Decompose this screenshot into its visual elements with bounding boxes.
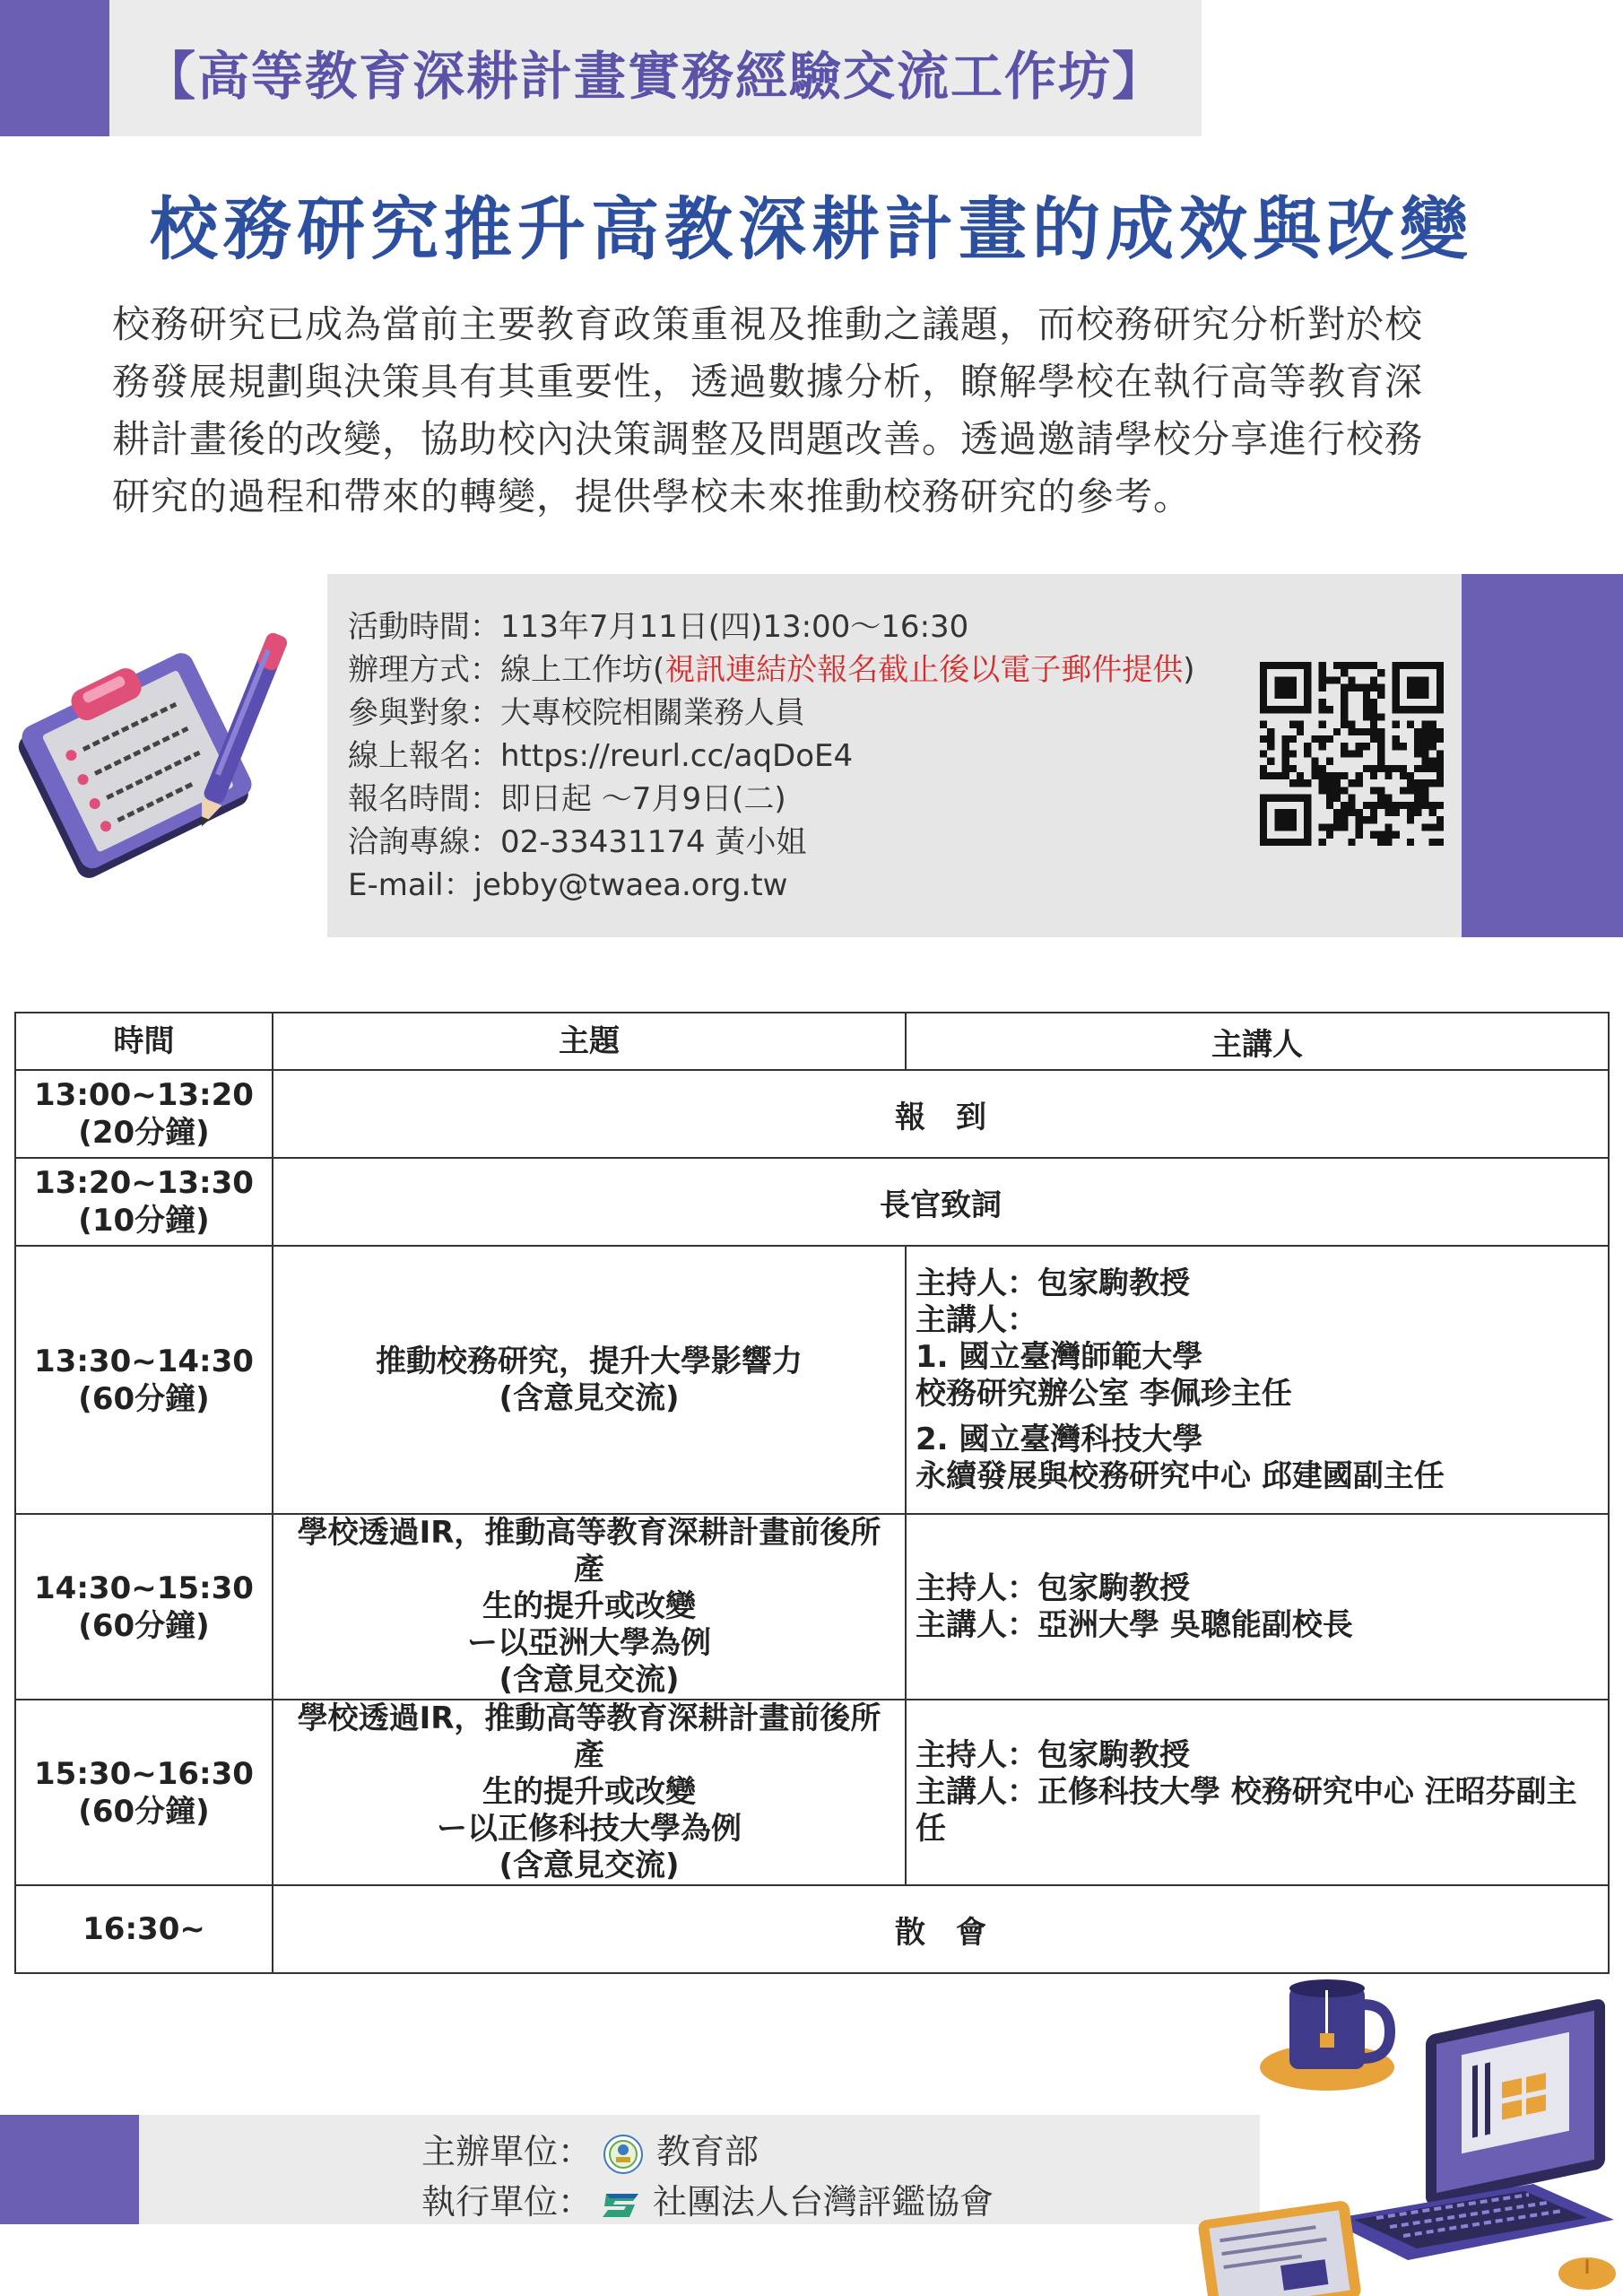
topic-line: 生的提升或改變 <box>482 1774 696 1810</box>
event-method-suffix: ) <box>1183 652 1195 688</box>
banner-accent-block <box>0 0 109 136</box>
event-method-prefix: 辦理方式：線上工作坊( <box>348 652 665 688</box>
topic-line: (含意見交流) <box>499 1848 680 1883</box>
event-method <box>348 648 1195 691</box>
time-duration: (60分鐘) <box>78 1607 210 1644</box>
event-registration-link[interactable]: 線上報名：https://reurl.cc/aqDoE4 <box>348 738 854 774</box>
event-hotline: 洽詢專線：02-33431174 黃小姐 <box>348 824 807 860</box>
topic-line: 學校透過IR，推動高等教育深耕計畫前後所產 <box>297 1515 881 1587</box>
topic-line: (含意見交流) <box>499 1662 680 1698</box>
topic-line: 推動校務研究，提升大學影響力 <box>376 1343 803 1379</box>
organizer-label: 主辦單位： <box>421 2132 593 2171</box>
event-time: 活動時間：113年7月11日(四)13:00～16:30 <box>348 609 969 645</box>
time-cell <box>15 1700 273 1885</box>
time-range: 16:30~ <box>82 1911 205 1947</box>
intro-paragraph <box>112 296 1511 526</box>
speaker-line: 校務研究辦公室 李佩珍主任 <box>916 1375 1292 1412</box>
header-speaker: 主講人 <box>906 1013 1609 1070</box>
topic-line: (含意見交流) <box>499 1379 680 1416</box>
merged-cell: 散 會 <box>273 1885 1609 1973</box>
organizer-line <box>421 2124 759 2175</box>
topic-line: ー以亞洲大學為例 <box>467 1625 711 1661</box>
intro-line: 校務研究已成為當前主要教育政策重視及推動之議題，而校務研究分析對於校 <box>112 302 1424 346</box>
header-topic: 主題 <box>273 1013 906 1070</box>
time-range: 14:30~15:30 <box>34 1570 254 1606</box>
event-audience: 參與對象：大專校院相關業務人員 <box>348 695 805 731</box>
executor-label: 執行單位： <box>421 2182 593 2222</box>
intro-line: 耕計畫後的改變，協助校內決策調整及問題改善。透過邀請學校分享進行校務 <box>112 417 1424 461</box>
schedule-table <box>14 1012 1610 1974</box>
time-duration: (60分鐘) <box>78 1793 210 1830</box>
topic-line: 學校透過IR，推動高等教育深耕計畫前後所產 <box>297 1700 881 1773</box>
speaker-line: 主持人：包家駒教授 <box>916 1265 1190 1301</box>
info-accent-block <box>1462 574 1623 937</box>
merged-cell: 報 到 <box>273 1070 1609 1158</box>
twaea-logo-icon <box>599 2187 644 2222</box>
speaker-line: 主講人：亞洲大學 吳聰能副校長 <box>916 1606 1353 1643</box>
executor-name: 社團法人台灣評鑑協會 <box>653 2182 994 2222</box>
topic-cell <box>273 1246 906 1514</box>
intro-line: 務發展規劃與決策具有其重要性，透過數據分析，瞭解學校在執行高等教育深 <box>112 360 1424 404</box>
speaker-line: 1. 國立臺灣師範大學 <box>916 1338 1203 1375</box>
speaker-cell <box>906 1700 1609 1885</box>
table-row <box>15 1158 1609 1246</box>
workshop-series-title: 【高等教育深耕計畫實務經驗交流工作坊】 <box>143 46 1167 107</box>
time-cell <box>15 1158 273 1246</box>
event-email[interactable]: E-mail：jebby@twaea.org.tw <box>348 867 788 903</box>
topic-cell <box>273 1514 906 1700</box>
time-range: 13:00~13:20 <box>34 1077 254 1113</box>
time-cell <box>15 1070 273 1158</box>
organizer-name: 教育部 <box>656 2132 759 2171</box>
time-duration: (10分鐘) <box>78 1203 210 1239</box>
time-range: 15:30~16:30 <box>34 1755 254 1792</box>
intro-line: 研究的過程和帶來的轉變，提供學校未來推動校務研究的參考。 <box>112 474 1193 518</box>
table-row <box>15 1246 1609 1514</box>
event-registration-period: 報名時間：即日起 ～7月9日(二) <box>348 781 786 817</box>
event-method-note: 視訊連結於報名截止後以電子郵件提供 <box>664 652 1184 688</box>
laptop-coffee-illustration <box>1193 1951 1623 2296</box>
table-row <box>15 1700 1609 1885</box>
time-duration: (60分鐘) <box>78 1380 210 1417</box>
schedule-header-row <box>15 1013 1609 1070</box>
time-cell <box>15 1885 273 1973</box>
speaker-line: 永續發展與校務研究中心 邱建國副主任 <box>916 1457 1445 1494</box>
event-info-list <box>348 605 1195 907</box>
time-duration: (20分鐘) <box>78 1115 210 1151</box>
speaker-cell <box>906 1246 1609 1514</box>
executor-line <box>421 2174 994 2223</box>
page-title: 校務研究推升高教深耕計畫的成效與改變 <box>150 189 1473 269</box>
time-cell <box>15 1246 273 1514</box>
speaker-line: 主講人： <box>916 1301 1037 1338</box>
time-range: 13:30~14:30 <box>34 1343 254 1379</box>
topic-line: ー以正修科技大學為例 <box>437 1811 742 1847</box>
merged-cell: 長官致詞 <box>273 1158 1609 1246</box>
clipboard-pen-illustration <box>0 628 287 879</box>
speaker-line: 主持人：包家駒教授 <box>916 1570 1190 1606</box>
ministry-of-education-seal-icon <box>599 2134 647 2175</box>
time-cell <box>15 1514 273 1700</box>
registration-qr-code[interactable] <box>1260 662 1444 846</box>
topic-line: 生的提升或改變 <box>482 1588 696 1624</box>
table-row <box>15 1514 1609 1700</box>
speaker-line: 2. 國立臺灣科技大學 <box>916 1421 1203 1457</box>
time-range: 13:20~13:30 <box>34 1165 254 1201</box>
topic-cell <box>273 1700 906 1885</box>
speaker-line: 主講人：正修科技大學 校務研究中心 汪昭芬副主任 <box>916 1774 1577 1847</box>
footer-accent-block <box>0 2115 139 2224</box>
table-row <box>15 1070 1609 1158</box>
header-time: 時間 <box>15 1013 273 1070</box>
speaker-line: 主持人：包家駒教授 <box>916 1737 1190 1773</box>
speaker-cell <box>906 1514 1609 1700</box>
